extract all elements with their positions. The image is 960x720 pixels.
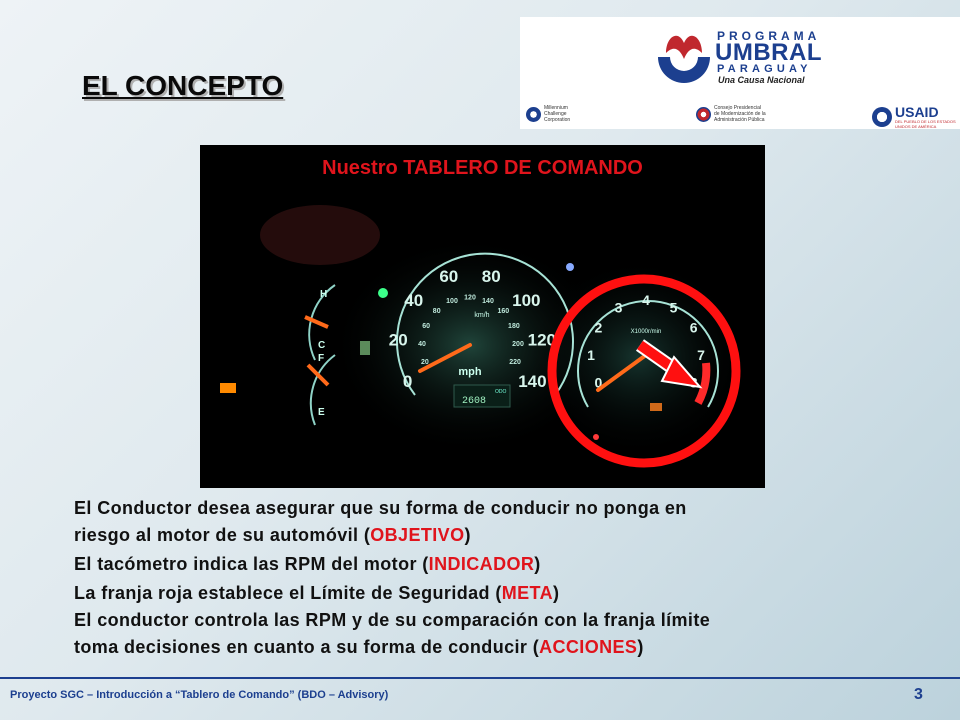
usaid-seal-icon <box>872 107 892 127</box>
usaid-text: USAID <box>895 104 939 120</box>
usaid-sponsor <box>872 105 956 129</box>
odometer-label: ODO <box>495 389 507 395</box>
footer-divider <box>0 677 960 679</box>
footer-text: Proyecto SGC – Introducción a “Tablero de Comando” (BDO – Advisory) <box>10 689 389 701</box>
description-block <box>74 495 934 661</box>
speedo-kmh-tick-220: 220 <box>509 358 521 366</box>
speedo-kmh-tick-60: 60 <box>422 322 430 330</box>
speedo-kmh-tick-40: 40 <box>418 340 426 348</box>
speedo-tick-140: 140 <box>518 371 547 391</box>
slide-title: EL CONCEPTO <box>82 70 284 101</box>
mcc-line-3: Corporation <box>544 117 571 123</box>
fuel-empty-label: E <box>318 407 325 418</box>
dashboard-title: Nuestro TABLERO DE COMANDO <box>322 157 643 179</box>
logo-umbral-text: UMBRAL <box>715 39 822 66</box>
mcc-line-2: Challenge <box>544 111 567 117</box>
speedo-tick-120: 120 <box>527 330 556 350</box>
dashboard-photo <box>200 145 765 488</box>
speedo-tick-80: 80 <box>481 267 501 287</box>
speedo-kmh-tick-180: 180 <box>508 322 520 330</box>
tacho-tick-6: 6 <box>689 319 698 336</box>
tacho-tick-2: 2 <box>594 319 603 336</box>
consejo-sponsor <box>696 105 766 123</box>
speedo-tick-100: 100 <box>512 291 541 311</box>
tacho-tick-5: 5 <box>669 299 678 316</box>
tacho-unit-label: X1000r/min <box>630 329 662 335</box>
speedo-kmh-tick-120: 120 <box>464 294 476 302</box>
speedo-tick-20: 20 <box>388 330 408 350</box>
tacho-tick-7: 7 <box>697 346 705 363</box>
desc-line-5: El conductor controla las RPM y de su comparación con la franja límite <box>74 610 711 630</box>
mcc-sponsor <box>526 105 570 123</box>
desc-line-3: El tacómetro indica las RPM del motor (INDICADOR) <box>74 554 541 574</box>
umbral-logo-icon <box>652 23 716 87</box>
speedo-tick-40: 40 <box>404 291 424 311</box>
desc-line-2: riesgo al motor de su automóvil (OBJETIVO) <box>74 525 471 545</box>
page-number: 3 <box>914 686 923 703</box>
speedo-kmh-tick-80: 80 <box>432 307 441 315</box>
tacho-tick-1: 1 <box>587 346 595 363</box>
odometer-value: 2608 <box>462 396 487 407</box>
instrument-cluster-illustration <box>200 145 765 488</box>
desc-line-4: La franja roja establece el Límite de Seguridad (META) <box>74 583 560 603</box>
meta-highlight: META <box>501 583 553 603</box>
indicador-highlight: INDICADOR <box>428 554 535 574</box>
mcc-seal-icon <box>526 107 541 122</box>
tacho-tick-0: 0 <box>594 374 603 391</box>
fuel-full-label: F <box>318 353 325 364</box>
logo-paraguay-text: PARAGUAY <box>717 63 812 75</box>
mcc-line-1: Millennium <box>544 105 568 111</box>
speedo-kmh-tick-140: 140 <box>482 297 494 305</box>
speedo-kmh-tick-200: 200 <box>512 340 524 348</box>
engine-warning-icon <box>220 383 236 393</box>
speedo-kmh-tick-160: 160 <box>497 307 510 315</box>
speedo-unit-label: mph <box>458 366 482 378</box>
objetivo-highlight: OBJETIVO <box>370 525 465 545</box>
speedo-tick-60: 60 <box>439 267 459 287</box>
temp-cold-label: C <box>318 340 326 351</box>
speedo-kmh-tick-100: 100 <box>446 297 458 305</box>
paraguay-seal-icon <box>696 107 711 122</box>
logo-programa-text: PROGRAMA <box>717 29 821 43</box>
programa-umbral-logo-panel <box>520 17 960 129</box>
speedo-kmh-tick-20: 20 <box>421 358 429 366</box>
speedo-tick-0: 0 <box>402 371 413 391</box>
consejo-line-1: Consejo Presidencial <box>714 105 761 111</box>
usaid-sub-1: DEL PUEBLO DE LOS ESTADOS <box>895 119 956 124</box>
consejo-line-3: Administración Pública <box>714 117 765 123</box>
tacho-tick-4: 4 <box>642 291 650 308</box>
tacho-tick-3: 3 <box>614 299 623 316</box>
acciones-highlight: ACCIONES <box>539 637 638 657</box>
speedo-kmh-label: km/h <box>474 312 490 319</box>
consejo-line-2: de Modernización de la <box>714 111 766 117</box>
logo-tagline: Una Causa Nacional <box>718 75 805 85</box>
temp-hot-label: H <box>320 289 328 300</box>
desc-line-1: El Conductor desea asegurar que su forma de conducir no ponga en <box>74 498 687 518</box>
usaid-sub-2: UNIDOS DE AMÉRICA <box>895 124 937 129</box>
desc-line-6: toma decisiones en cuanto a su forma de conducir (ACCIONES) <box>74 637 644 657</box>
